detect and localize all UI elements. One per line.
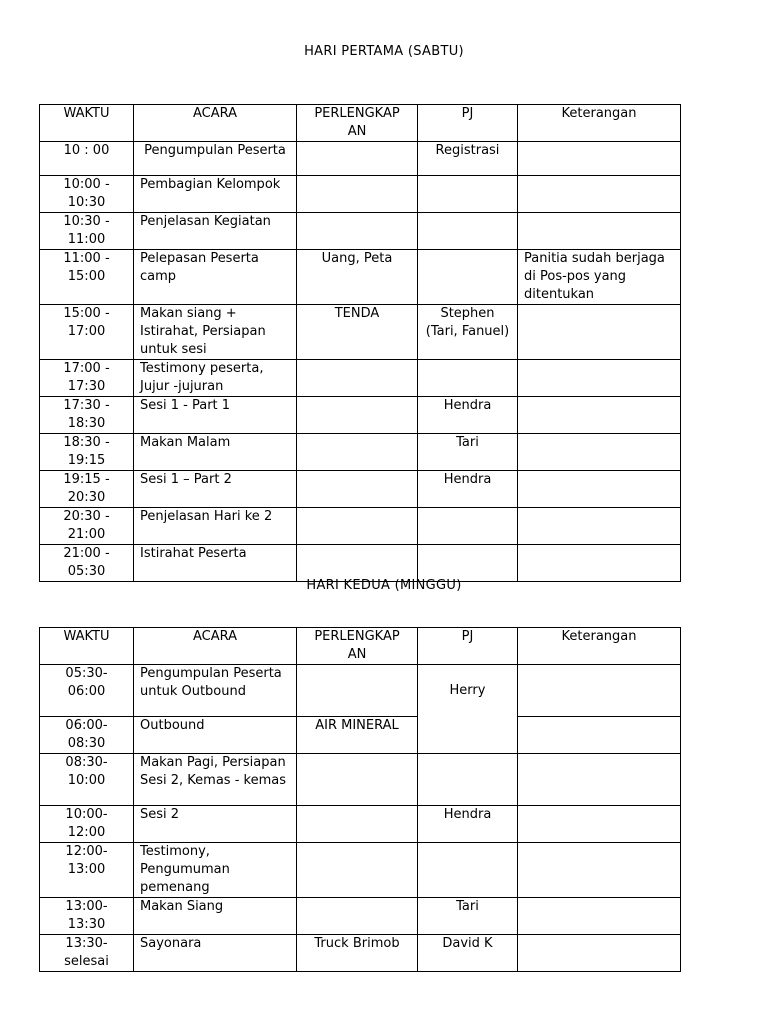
day1-title: HARI PERTAMA (SABTU) <box>304 44 464 59</box>
cell-waktu: 08:30- 10:00 <box>40 754 134 806</box>
cell-pj: Hendra <box>418 397 518 434</box>
cell-waktu: 21:00 - 05:30 <box>40 545 134 582</box>
cell-acara: Istirahat Peserta <box>134 545 297 582</box>
table-row <box>40 176 681 213</box>
cell-waktu: 10:30 - 11:00 <box>40 213 134 250</box>
cell-perlengkapan <box>297 898 418 935</box>
header-acara: ACARA <box>134 105 297 142</box>
cell-perlengkapan <box>297 142 418 176</box>
table-header-row <box>40 105 681 142</box>
table-row <box>40 545 681 582</box>
cell-perlengkapan <box>297 360 418 397</box>
cell-perlengkapan <box>297 843 418 898</box>
day1-schedule-table <box>39 104 681 582</box>
cell-perlengkapan <box>297 545 418 582</box>
cell-perlengkapan <box>297 754 418 806</box>
header-keterangan: Keterangan <box>518 628 681 665</box>
table-row <box>40 213 681 250</box>
cell-acara: Makan siang + Istirahat, Persiapan untuk sesi <box>134 305 297 360</box>
cell-keterangan <box>518 665 681 717</box>
cell-pj <box>418 176 518 213</box>
table-row <box>40 397 681 434</box>
cell-pj <box>418 843 518 898</box>
table-row <box>40 508 681 545</box>
cell-keterangan <box>518 397 681 434</box>
cell-keterangan <box>518 806 681 843</box>
cell-waktu: 17:30 - 18:30 <box>40 397 134 434</box>
cell-pj: Stephen (Tari, Fanuel) <box>418 305 518 360</box>
header-acara: ACARA <box>134 628 297 665</box>
cell-waktu: 13:30- selesai <box>40 935 134 972</box>
cell-perlengkapan: AIR MINERAL <box>297 717 418 754</box>
cell-keterangan <box>518 360 681 397</box>
header-pj: PJ <box>418 628 518 665</box>
cell-acara: Pelepasan Peserta camp <box>134 250 297 305</box>
header-waktu: WAKTU <box>40 628 134 665</box>
header-perlengkapan: PERLENGKAP AN <box>297 105 418 142</box>
cell-waktu: 05:30- 06:00 <box>40 665 134 717</box>
table-header-row <box>40 628 681 665</box>
cell-pj: Herry <box>418 665 518 754</box>
cell-keterangan <box>518 898 681 935</box>
table-row <box>40 717 681 754</box>
cell-perlengkapan <box>297 806 418 843</box>
table-row <box>40 305 681 360</box>
cell-acara: Pengumpulan Peserta <box>134 142 297 176</box>
cell-keterangan <box>518 754 681 806</box>
cell-acara: Testimony peserta, Jujur -jujuran <box>134 360 297 397</box>
cell-acara: Penjelasan Kegiatan <box>134 213 297 250</box>
cell-pj <box>418 250 518 305</box>
table-row <box>40 665 681 717</box>
table-row <box>40 142 681 176</box>
cell-waktu: 06:00- 08:30 <box>40 717 134 754</box>
day2-title: HARI KEDUA (MINGGU) <box>306 578 462 593</box>
table-row <box>40 360 681 397</box>
header-waktu: WAKTU <box>40 105 134 142</box>
cell-waktu: 15:00 - 17:00 <box>40 305 134 360</box>
cell-perlengkapan <box>297 213 418 250</box>
cell-acara: Sesi 1 – Part 2 <box>134 471 297 508</box>
cell-keterangan <box>518 305 681 360</box>
cell-keterangan <box>518 545 681 582</box>
cell-acara: Pembagian Kelompok <box>134 176 297 213</box>
cell-pj: Tari <box>418 434 518 471</box>
cell-perlengkapan <box>297 665 418 717</box>
cell-keterangan <box>518 142 681 176</box>
header-keterangan: Keterangan <box>518 105 681 142</box>
cell-acara: Makan Siang <box>134 898 297 935</box>
cell-waktu: 13:00- 13:30 <box>40 898 134 935</box>
table-row <box>40 471 681 508</box>
cell-acara: Sesi 2 <box>134 806 297 843</box>
cell-acara: Makan Malam <box>134 434 297 471</box>
cell-perlengkapan <box>297 434 418 471</box>
cell-keterangan <box>518 508 681 545</box>
cell-acara: Sayonara <box>134 935 297 972</box>
cell-waktu: 20:30 - 21:00 <box>40 508 134 545</box>
cell-perlengkapan: Uang, Peta <box>297 250 418 305</box>
cell-acara: Penjelasan Hari ke 2 <box>134 508 297 545</box>
table-row <box>40 754 681 806</box>
cell-keterangan <box>518 843 681 898</box>
cell-pj <box>418 754 518 806</box>
cell-waktu: 10:00 - 10:30 <box>40 176 134 213</box>
cell-pj: Hendra <box>418 471 518 508</box>
cell-keterangan <box>518 717 681 754</box>
cell-perlengkapan <box>297 471 418 508</box>
day2-schedule-table <box>39 627 681 972</box>
cell-pj: Registrasi <box>418 142 518 176</box>
cell-waktu: 11:00 - 15:00 <box>40 250 134 305</box>
cell-perlengkapan: TENDA <box>297 305 418 360</box>
cell-acara: Outbound <box>134 717 297 754</box>
cell-keterangan <box>518 471 681 508</box>
cell-waktu: 12:00- 13:00 <box>40 843 134 898</box>
cell-waktu: 19:15 - 20:30 <box>40 471 134 508</box>
table-row <box>40 434 681 471</box>
cell-pj: Tari <box>418 898 518 935</box>
cell-pj <box>418 360 518 397</box>
header-pj: PJ <box>418 105 518 142</box>
cell-waktu: 10:00- 12:00 <box>40 806 134 843</box>
cell-waktu: 17:00 - 17:30 <box>40 360 134 397</box>
cell-pj <box>418 508 518 545</box>
cell-perlengkapan: Truck Brimob <box>297 935 418 972</box>
cell-acara: Pengumpulan Peserta untuk Outbound <box>134 665 297 717</box>
cell-pj <box>418 213 518 250</box>
cell-keterangan: Panitia sudah berjaga di Pos-pos yang ditentukan <box>518 250 681 305</box>
cell-pj: Hendra <box>418 806 518 843</box>
cell-pj: David K <box>418 935 518 972</box>
cell-acara: Makan Pagi, Persiapan Sesi 2, Kemas - kemas <box>134 754 297 806</box>
cell-keterangan <box>518 434 681 471</box>
header-perlengkapan: PERLENGKAP AN <box>297 628 418 665</box>
cell-keterangan <box>518 935 681 972</box>
table-row <box>40 843 681 898</box>
cell-acara: Testimony, Pengumuman pemenang <box>134 843 297 898</box>
cell-perlengkapan <box>297 176 418 213</box>
cell-waktu: 10 : 00 <box>40 142 134 176</box>
cell-keterangan <box>518 213 681 250</box>
cell-acara: Sesi 1 - Part 1 <box>134 397 297 434</box>
table-row <box>40 250 681 305</box>
cell-perlengkapan <box>297 508 418 545</box>
table-row <box>40 806 681 843</box>
cell-keterangan <box>518 176 681 213</box>
cell-waktu: 18:30 - 19:15 <box>40 434 134 471</box>
table-row <box>40 935 681 972</box>
cell-pj <box>418 545 518 582</box>
table-row <box>40 898 681 935</box>
cell-perlengkapan <box>297 397 418 434</box>
